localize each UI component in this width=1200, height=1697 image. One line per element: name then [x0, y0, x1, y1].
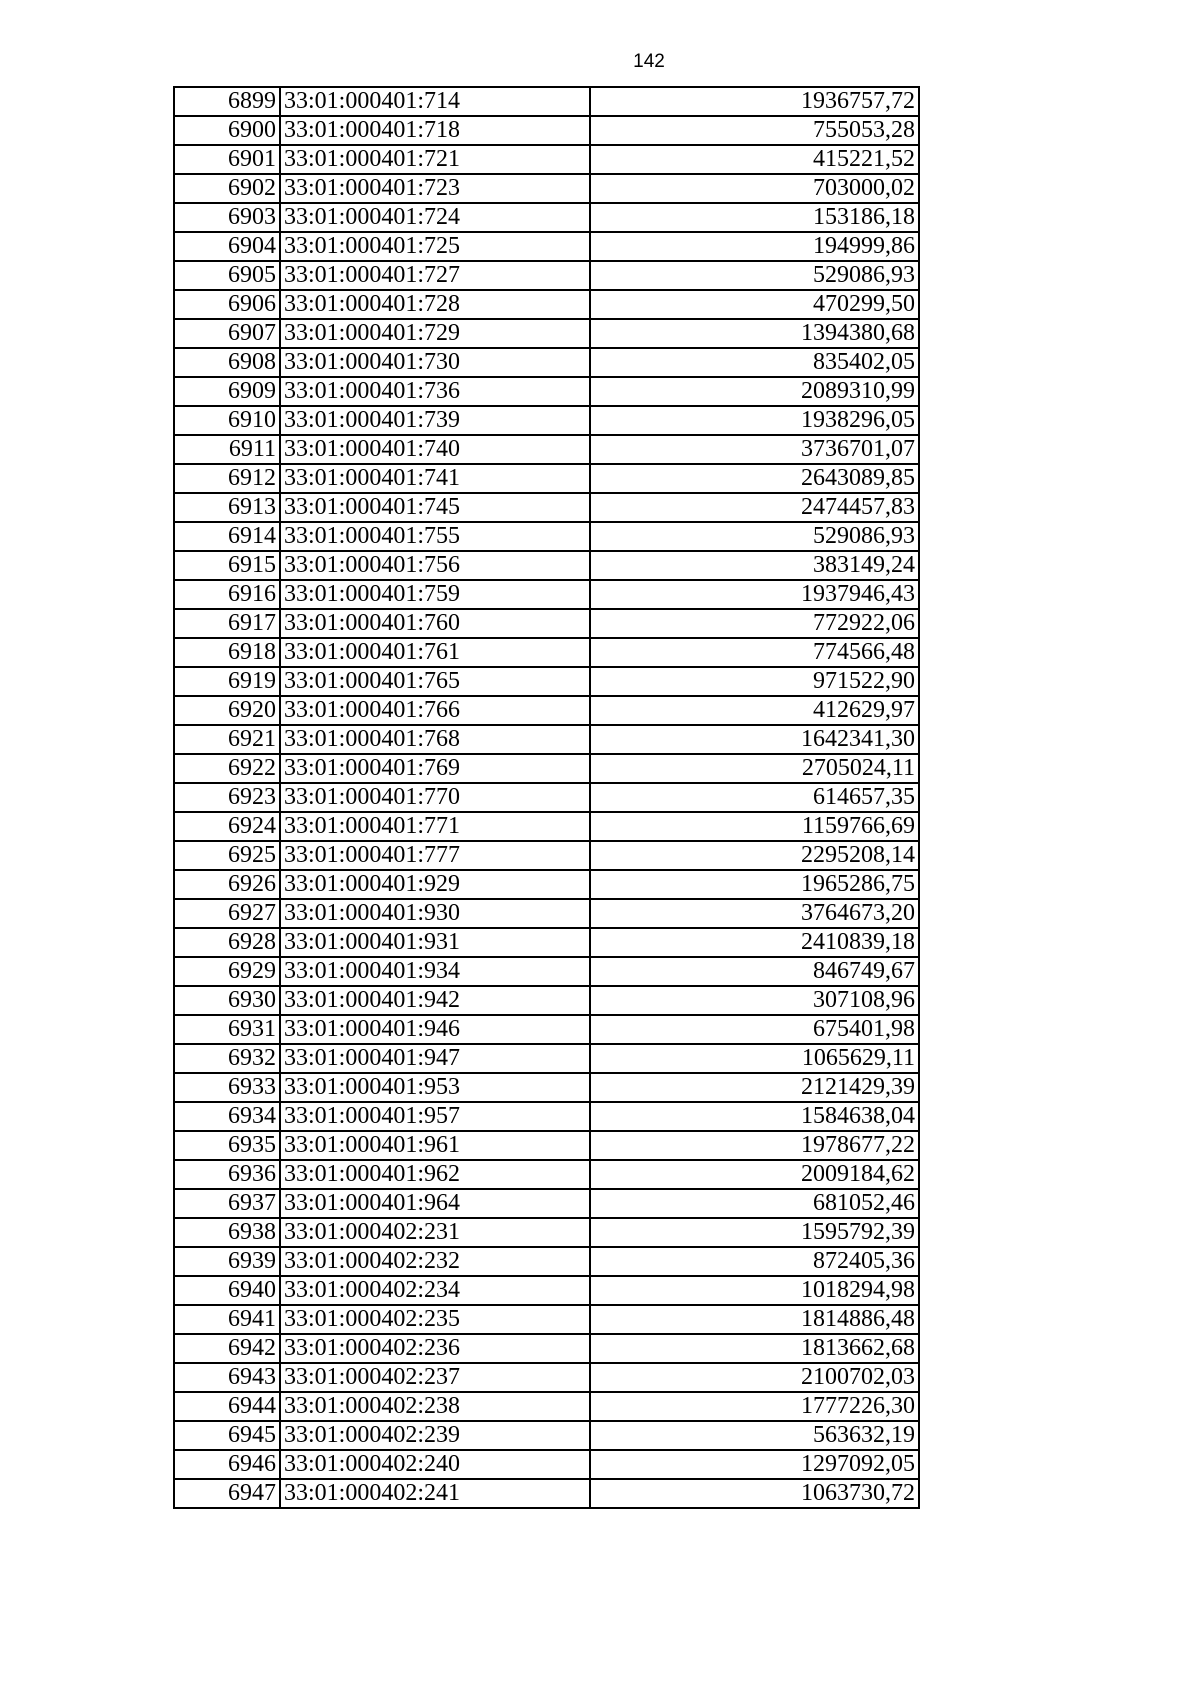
row-number-cell: 6930 [174, 986, 280, 1015]
row-number-cell: 6906 [174, 290, 280, 319]
cadastral-value-cell: 1584638,04 [590, 1102, 919, 1131]
cadastral-number-cell: 33:01:000401:946 [280, 1015, 590, 1044]
cadastral-value-cell: 614657,35 [590, 783, 919, 812]
table-row [174, 609, 919, 638]
table-row [174, 638, 919, 667]
row-number-cell: 6914 [174, 522, 280, 551]
cadastral-number-cell: 33:01:000401:741 [280, 464, 590, 493]
row-number-cell: 6931 [174, 1015, 280, 1044]
cadastral-number-cell: 33:01:000401:756 [280, 551, 590, 580]
row-number-cell: 6923 [174, 783, 280, 812]
cadastral-value-cell: 307108,96 [590, 986, 919, 1015]
row-number-cell: 6944 [174, 1392, 280, 1421]
cadastral-number-cell: 33:01:000401:962 [280, 1160, 590, 1189]
table-row [174, 1218, 919, 1247]
cadastral-value-cell: 2410839,18 [590, 928, 919, 957]
cadastral-number-cell: 33:01:000402:238 [280, 1392, 590, 1421]
table-row [174, 435, 919, 464]
cadastral-value-cell: 383149,24 [590, 551, 919, 580]
cadastral-value-cell: 872405,36 [590, 1247, 919, 1276]
table-row [174, 812, 919, 841]
row-number-cell: 6918 [174, 638, 280, 667]
row-number-cell: 6903 [174, 203, 280, 232]
cadastral-number-cell: 33:01:000402:231 [280, 1218, 590, 1247]
cadastral-value-cell: 1777226,30 [590, 1392, 919, 1421]
table-row [174, 696, 919, 725]
cadastral-value-cell: 1018294,98 [590, 1276, 919, 1305]
cadastral-number-cell: 33:01:000401:729 [280, 319, 590, 348]
cadastral-number-cell: 33:01:000401:964 [280, 1189, 590, 1218]
row-number-cell: 6907 [174, 319, 280, 348]
row-number-cell: 6929 [174, 957, 280, 986]
cadastral-value-cell: 1938296,05 [590, 406, 919, 435]
table-row [174, 377, 919, 406]
row-number-cell: 6939 [174, 1247, 280, 1276]
row-number-cell: 6901 [174, 145, 280, 174]
table-row [174, 116, 919, 145]
row-number-cell: 6920 [174, 696, 280, 725]
cadastral-number-cell: 33:01:000402:235 [280, 1305, 590, 1334]
row-number-cell: 6928 [174, 928, 280, 957]
cadastral-value-cell: 1394380,68 [590, 319, 919, 348]
table-row [174, 348, 919, 377]
cadastral-number-cell: 33:01:000401:777 [280, 841, 590, 870]
table-row [174, 87, 919, 116]
cadastral-number-cell: 33:01:000402:232 [280, 1247, 590, 1276]
row-number-cell: 6908 [174, 348, 280, 377]
cadastral-number-cell: 33:01:000401:931 [280, 928, 590, 957]
cadastral-value-cell: 1814886,48 [590, 1305, 919, 1334]
table-row [174, 580, 919, 609]
table-row [174, 725, 919, 754]
row-number-cell: 6924 [174, 812, 280, 841]
row-number-cell: 6909 [174, 377, 280, 406]
table-row [174, 1479, 919, 1508]
table-row [174, 667, 919, 696]
cadastral-value-cell: 1937946,43 [590, 580, 919, 609]
row-number-cell: 6935 [174, 1131, 280, 1160]
row-number-cell: 6927 [174, 899, 280, 928]
cadastral-value-cell: 2009184,62 [590, 1160, 919, 1189]
cadastral-number-cell: 33:01:000401:740 [280, 435, 590, 464]
cadastral-value-cell: 1642341,30 [590, 725, 919, 754]
table-row [174, 1189, 919, 1218]
row-number-cell: 6941 [174, 1305, 280, 1334]
table-body [174, 87, 919, 1508]
cadastral-value-cell: 1965286,75 [590, 870, 919, 899]
table-row [174, 841, 919, 870]
table-row [174, 986, 919, 1015]
cadastral-number-cell: 33:01:000401:934 [280, 957, 590, 986]
row-number-cell: 6911 [174, 435, 280, 464]
cadastral-value-cell: 675401,98 [590, 1015, 919, 1044]
cadastral-value-cell: 835402,05 [590, 348, 919, 377]
cadastral-value-cell: 755053,28 [590, 116, 919, 145]
table-row [174, 957, 919, 986]
cadastral-number-cell: 33:01:000401:947 [280, 1044, 590, 1073]
table-row [174, 1073, 919, 1102]
table-row [174, 754, 919, 783]
row-number-cell: 6940 [174, 1276, 280, 1305]
cadastral-number-cell: 33:01:000401:714 [280, 87, 590, 116]
cadastral-number-cell: 33:01:000401:724 [280, 203, 590, 232]
row-number-cell: 6932 [174, 1044, 280, 1073]
cadastral-value-cell: 2121429,39 [590, 1073, 919, 1102]
cadastral-number-cell: 33:01:000401:761 [280, 638, 590, 667]
cadastral-number-cell: 33:01:000401:766 [280, 696, 590, 725]
cadastral-value-cell: 2089310,99 [590, 377, 919, 406]
cadastral-number-cell: 33:01:000401:725 [280, 232, 590, 261]
cadastral-number-cell: 33:01:000401:760 [280, 609, 590, 638]
cadastral-value-cell: 703000,02 [590, 174, 919, 203]
table-row [174, 1015, 919, 1044]
table-row [174, 783, 919, 812]
row-number-cell: 6913 [174, 493, 280, 522]
cadastral-value-cell: 415221,52 [590, 145, 919, 174]
cadastral-value-cell: 3736701,07 [590, 435, 919, 464]
cadastral-value-cell: 3764673,20 [590, 899, 919, 928]
cadastral-number-cell: 33:01:000401:721 [280, 145, 590, 174]
cadastral-number-cell: 33:01:000402:234 [280, 1276, 590, 1305]
row-number-cell: 6917 [174, 609, 280, 638]
cadastral-number-cell: 33:01:000401:755 [280, 522, 590, 551]
row-number-cell: 6937 [174, 1189, 280, 1218]
cadastral-value-cell: 1159766,69 [590, 812, 919, 841]
cadastral-value-cell: 2643089,85 [590, 464, 919, 493]
cadastral-number-cell: 33:01:000401:739 [280, 406, 590, 435]
cadastral-number-cell: 33:01:000401:730 [280, 348, 590, 377]
row-number-cell: 6936 [174, 1160, 280, 1189]
table-row [174, 261, 919, 290]
cadastral-number-cell: 33:01:000401:768 [280, 725, 590, 754]
table-row [174, 1044, 919, 1073]
table-row [174, 928, 919, 957]
table-row [174, 203, 919, 232]
cadastral-value-cell: 2295208,14 [590, 841, 919, 870]
cadastral-value-cell: 772922,06 [590, 609, 919, 638]
cadastral-value-cell: 153186,18 [590, 203, 919, 232]
table-row [174, 319, 919, 348]
row-number-cell: 6925 [174, 841, 280, 870]
table-row [174, 1276, 919, 1305]
row-number-cell: 6910 [174, 406, 280, 435]
cadastral-value-cell: 1978677,22 [590, 1131, 919, 1160]
row-number-cell: 6902 [174, 174, 280, 203]
cadastral-number-cell: 33:01:000401:771 [280, 812, 590, 841]
table-row [174, 464, 919, 493]
table-row [174, 522, 919, 551]
cadastral-number-cell: 33:01:000401:759 [280, 580, 590, 609]
cadastral-number-cell: 33:01:000402:241 [280, 1479, 590, 1508]
cadastral-value-cell: 1813662,68 [590, 1334, 919, 1363]
row-number-cell: 6946 [174, 1450, 280, 1479]
row-number-cell: 6900 [174, 116, 280, 145]
cadastral-value-cell: 971522,90 [590, 667, 919, 696]
row-number-cell: 6915 [174, 551, 280, 580]
row-number-cell: 6899 [174, 87, 280, 116]
row-number-cell: 6933 [174, 1073, 280, 1102]
cadastral-number-cell: 33:01:000401:736 [280, 377, 590, 406]
table-row [174, 870, 919, 899]
cadastral-number-cell: 33:01:000401:942 [280, 986, 590, 1015]
cadastral-number-cell: 33:01:000402:239 [280, 1421, 590, 1450]
cadastral-number-cell: 33:01:000401:745 [280, 493, 590, 522]
table-row [174, 232, 919, 261]
row-number-cell: 6905 [174, 261, 280, 290]
cadastral-number-cell: 33:01:000401:727 [280, 261, 590, 290]
row-number-cell: 6938 [174, 1218, 280, 1247]
cadastral-value-cell: 1065629,11 [590, 1044, 919, 1073]
cadastral-value-cell: 194999,86 [590, 232, 919, 261]
cadastral-number-cell: 33:01:000401:723 [280, 174, 590, 203]
table-row [174, 1160, 919, 1189]
table-row [174, 145, 919, 174]
row-number-cell: 6921 [174, 725, 280, 754]
row-number-cell: 6912 [174, 464, 280, 493]
cadastral-value-cell: 681052,46 [590, 1189, 919, 1218]
cadastral-number-cell: 33:01:000401:930 [280, 899, 590, 928]
cadastral-value-cell: 2474457,83 [590, 493, 919, 522]
cadastral-value-cell: 774566,48 [590, 638, 919, 667]
cadastral-number-cell: 33:01:000401:728 [280, 290, 590, 319]
cadastral-number-cell: 33:01:000401:770 [280, 783, 590, 812]
cadastral-value-cell: 412629,97 [590, 696, 919, 725]
table-row [174, 1247, 919, 1276]
page-number: 142 [633, 51, 665, 72]
cadastral-value-cell: 846749,67 [590, 957, 919, 986]
cadastral-number-cell: 33:01:000402:237 [280, 1363, 590, 1392]
table-row [174, 406, 919, 435]
cadastral-number-cell: 33:01:000401:961 [280, 1131, 590, 1160]
row-number-cell: 6947 [174, 1479, 280, 1508]
row-number-cell: 6904 [174, 232, 280, 261]
cadastral-value-cell: 2705024,11 [590, 754, 919, 783]
table-row [174, 899, 919, 928]
table-row [174, 1392, 919, 1421]
cadastral-number-cell: 33:01:000401:765 [280, 667, 590, 696]
table-row [174, 290, 919, 319]
cadastral-value-cell: 1063730,72 [590, 1479, 919, 1508]
row-number-cell: 6922 [174, 754, 280, 783]
table-row [174, 551, 919, 580]
cadastral-value-cell: 1936757,72 [590, 87, 919, 116]
row-number-cell: 6926 [174, 870, 280, 899]
cadastral-value-cell: 470299,50 [590, 290, 919, 319]
table-row [174, 1131, 919, 1160]
row-number-cell: 6943 [174, 1363, 280, 1392]
row-number-cell: 6916 [174, 580, 280, 609]
cadastral-value-cell: 529086,93 [590, 522, 919, 551]
table-row [174, 1363, 919, 1392]
cadastral-number-cell: 33:01:000402:236 [280, 1334, 590, 1363]
row-number-cell: 6934 [174, 1102, 280, 1131]
table-row [174, 1421, 919, 1450]
cadastral-number-cell: 33:01:000401:929 [280, 870, 590, 899]
cadastral-value-cell: 529086,93 [590, 261, 919, 290]
cadastral-number-cell: 33:01:000402:240 [280, 1450, 590, 1479]
table-row [174, 493, 919, 522]
cadastral-number-cell: 33:01:000401:957 [280, 1102, 590, 1131]
table-row [174, 1305, 919, 1334]
row-number-cell: 6942 [174, 1334, 280, 1363]
table-row [174, 174, 919, 203]
table-row [174, 1450, 919, 1479]
cadastral-value-cell: 1297092,05 [590, 1450, 919, 1479]
table-row [174, 1334, 919, 1363]
cadastral-value-table [173, 86, 920, 1509]
cadastral-number-cell: 33:01:000401:953 [280, 1073, 590, 1102]
cadastral-value-cell: 2100702,03 [590, 1363, 919, 1392]
row-number-cell: 6945 [174, 1421, 280, 1450]
cadastral-number-cell: 33:01:000401:769 [280, 754, 590, 783]
cadastral-number-cell: 33:01:000401:718 [280, 116, 590, 145]
row-number-cell: 6919 [174, 667, 280, 696]
cadastral-value-cell: 1595792,39 [590, 1218, 919, 1247]
cadastral-value-cell: 563632,19 [590, 1421, 919, 1450]
table-row [174, 1102, 919, 1131]
